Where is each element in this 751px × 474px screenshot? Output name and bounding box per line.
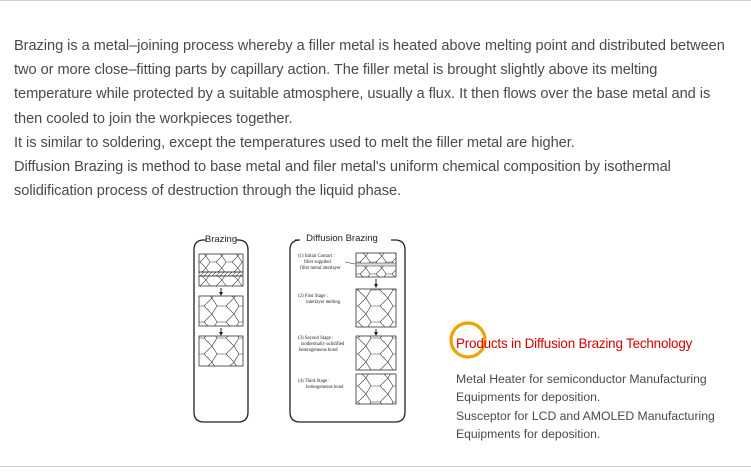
intro-text bbox=[14, 34, 738, 203]
brazing-panel bbox=[194, 234, 248, 422]
intro-paragraph-3: Diffusion Brazing is method to base metal and filer metal's uniform chemical composition by isothermal solidification process of destruction through the liquid phase. bbox=[14, 159, 671, 200]
stage-2-line-1: (2) First Stage : bbox=[298, 294, 328, 299]
intro-paragraph-1: Brazing is a metal–joining process whereby a filler metal is heated above melting point and distributed between two or more close–fitting parts by capillary action. The filler metal is brought slightly above its melting temperature while protected by a suitable atmosphere, usually a flux. It then flows over the base metal and is then cooled to join the workpieces together. bbox=[14, 38, 725, 127]
stage-1-line-2: filler supplied bbox=[304, 260, 331, 265]
stage-1-line-1: (1) Initial Contact : bbox=[298, 254, 335, 259]
stage-3-line-2: isothermally solidified bbox=[301, 342, 345, 347]
top-divider bbox=[0, 0, 751, 1]
product-item-4: Equipments for deposition. bbox=[456, 426, 601, 441]
products-list bbox=[456, 370, 715, 443]
bottom-divider bbox=[0, 466, 751, 467]
products-title: Products in Diffusion Brazing Technology bbox=[456, 335, 693, 351]
product-item-3: Susceptor for LCD and AMOLED Manufacturing bbox=[456, 408, 715, 423]
stage-3-line-1: (3) Second Stage : bbox=[298, 336, 334, 341]
stage-1-line-3: filler metal interlayer bbox=[300, 266, 341, 271]
brazing-diagram-graphic bbox=[190, 226, 415, 426]
stage-2-line-2: interlayer melting bbox=[306, 300, 341, 305]
diffusion-panel-title: Diffusion Brazing bbox=[306, 233, 378, 244]
diffusion-brazing-panel bbox=[290, 233, 405, 422]
product-item-1: Metal Heater for semiconductor Manufacturing bbox=[456, 372, 707, 386]
product-item-2: Equipments for deposition. bbox=[456, 390, 601, 405]
stage-4-line-2: homogeneous bond bbox=[306, 385, 344, 390]
brazing-diagram bbox=[190, 226, 415, 426]
stage-4-line-1: (4) Third Stage : bbox=[298, 379, 330, 384]
brazing-panel-title: Brazing bbox=[204, 234, 238, 245]
stage-3-line-3: heterogeneous bond bbox=[299, 348, 338, 353]
intro-paragraph-2: It is similar to soldering, except the temperatures used to melt the filler metal are higher. bbox=[14, 134, 575, 151]
